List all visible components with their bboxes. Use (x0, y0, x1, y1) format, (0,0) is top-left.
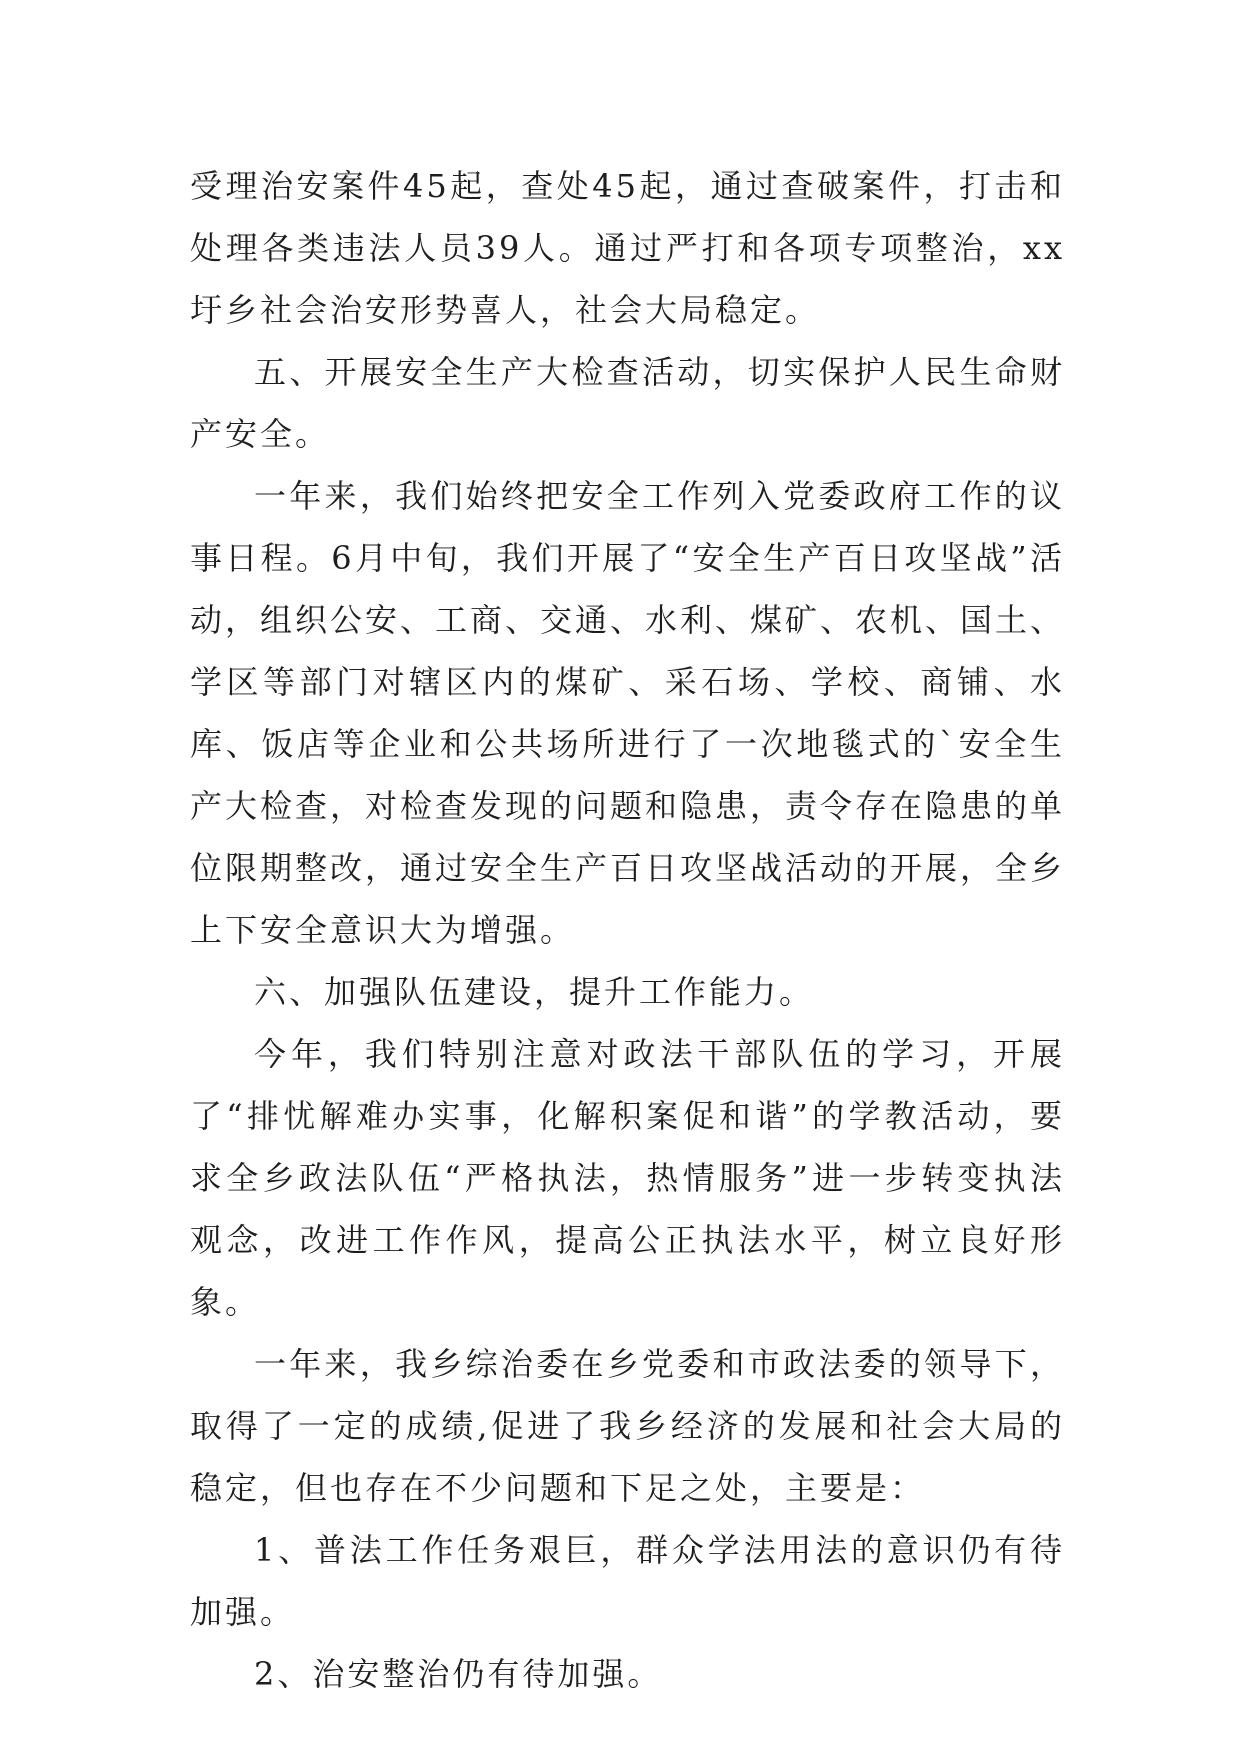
section-heading: 六、加强队伍建设，提升工作能力。 (254, 973, 815, 1011)
list-item: 2、治安整治仍有待加强。 (254, 1655, 663, 1693)
document-page (190, 155, 1065, 1705)
list-item: 1、普法工作任务艰巨，群众学法用法的意识仍有待加强。 (190, 1531, 1065, 1631)
paragraph: 受理治安案件45起，查处45起，通过查破案件，打击和处理各类违法人员39人。通过严打和各项专项整治，xx圩乡社会治安形势喜人，社会大局稳定。 (190, 167, 1065, 329)
paragraph: 今年，我们特别注意对政法干部队伍的学习，开展了“排忧解难办实事，化解积案促和谐”的学教活动，要求全乡政法队伍“严格执法，热情服务”进一步转变执法观念，改进工作作风，提高公正执法水平，树立良好形象。 (190, 1035, 1065, 1321)
section-heading: 五、开展安全生产大检查活动，切实保护人民生命财产安全。 (190, 353, 1065, 453)
paragraph: 一年来，我乡综治委在乡党委和市政法委的领导下，取得了一定的成绩,促进了我乡经济的发展和社会大局的稳定，但也存在不少问题和下足之处，主要是： (190, 1345, 1065, 1507)
paragraph: 一年来，我们始终把安全工作列入党委政府工作的议事日程。6月中旬，我们开展了“安全生产百日攻坚战”活动，组织公安、工商、交通、水利、煤矿、农机、国土、学区等部门对辖区内的煤矿、采石场、学校、商铺、水库、饭店等企业和公共场所进行了一次地毯式的`安全生产大检查，对检查发现的问题和隐患，责令存在隐患的单位限期整改，通过安全生产百日攻坚战活动的开展，全乡上下安全意识大为增强。 (190, 477, 1066, 949)
